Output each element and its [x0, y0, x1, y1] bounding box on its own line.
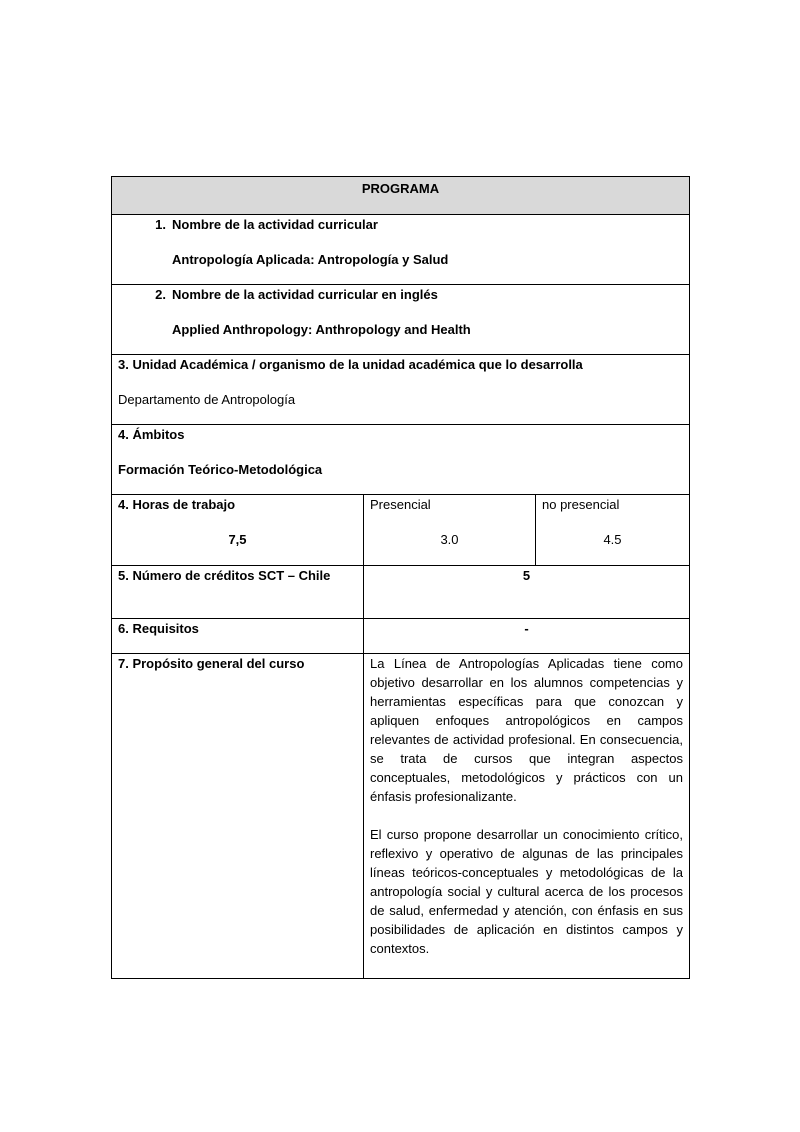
- section-3-row: [112, 355, 690, 425]
- no-presencial-value: 4.5: [603, 532, 622, 547]
- hours-total: 7,5: [228, 532, 247, 547]
- program-table: [111, 176, 690, 979]
- academic-unit: Departamento de Antropología: [118, 392, 296, 407]
- credits-value: 5: [364, 566, 690, 619]
- course-name: Antropología Aplicada: Antropología y Salud: [172, 252, 449, 267]
- purpose-label: 7. Propósito general del curso: [112, 654, 364, 979]
- section-4-label: 4. Ámbitos: [118, 427, 185, 442]
- course-name-english: Applied Anthropology: Anthropology and Health: [172, 322, 471, 337]
- hours-row: [112, 495, 690, 566]
- no-presencial-label: no presencial: [542, 497, 620, 512]
- section-2-row: [112, 285, 690, 355]
- credits-row: [112, 566, 690, 619]
- credits-label: 5. Número de créditos SCT – Chile: [112, 566, 364, 619]
- section-3-label: 3. Unidad Académica / organismo de la unidad académica que lo desarrolla: [118, 357, 583, 372]
- section-2-label: Nombre de la actividad curricular en inglés: [172, 287, 438, 302]
- requisites-row: [112, 619, 690, 654]
- section-1-row: [112, 215, 690, 285]
- purpose-text: [370, 654, 683, 978]
- scope-value: Formación Teórico-Metodológica: [118, 462, 323, 477]
- section-1-label: Nombre de la actividad curricular: [172, 217, 378, 232]
- section-2-number: 2.: [155, 287, 166, 302]
- requisites-label: 6. Requisitos: [112, 619, 364, 654]
- requisites-value: -: [364, 619, 690, 654]
- program-header: PROGRAMA: [112, 177, 690, 215]
- hours-label: 4. Horas de trabajo: [118, 497, 236, 512]
- header-row: [112, 177, 690, 215]
- purpose-paragraph-2: El curso propone desarrollar un conocimiento crítico, reflexivo y operativo de algunas de las principales líneas teóricos-conceptuales y metodológicas de la antropología social y cultural acerca de los procesos de salud, enfermedad y atención, con énfasis en sus posibilidades de aplicación en distintos campos y contextos.: [370, 827, 683, 956]
- section-1-number: 1.: [155, 217, 166, 232]
- presencial-value: 3.0: [440, 532, 459, 547]
- purpose-paragraph-1: La Línea de Antropologías Aplicadas tiene como objetivo desarrollar en los alumnos competencias y herramientas específicas para que conozcan y apliquen enfoques antropológicos en campos relevantes de actividad profesional. En consecuencia, se trata de cursos que integran aspectos conceptuales, metodológicos y prácticos con un énfasis profesionalizante.: [370, 656, 683, 804]
- presencial-label: Presencial: [370, 497, 431, 512]
- purpose-row: [112, 654, 690, 979]
- section-4-row: [112, 425, 690, 495]
